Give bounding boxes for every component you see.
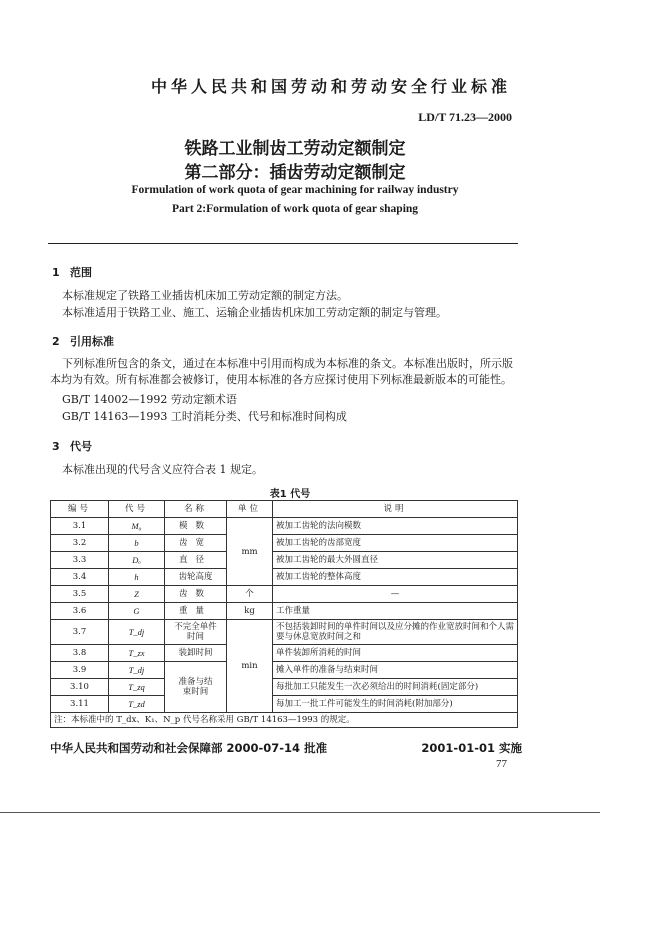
row-symbol: T_dj	[109, 662, 165, 679]
header-name: 名称	[165, 501, 227, 518]
section-2-para-1: 下列标准所包含的条文，通过在本标准中引用而构成为本标准的条文。本标准出版时，所示版本均为有效。所有标准都会被修订，使用本标准的各方应探讨使用下列标准最新版本的可能性。	[50, 357, 513, 386]
row-number: 3.10	[51, 679, 109, 696]
row-symbol: M₀	[109, 518, 165, 535]
table-row	[51, 645, 518, 662]
row-description: 被加工齿轮的法向模数	[273, 518, 518, 535]
table-row	[51, 696, 518, 713]
section-3-para-1: 本标准出现的代号含义应符合表 1 规定。	[62, 463, 263, 476]
header-unit: 单位	[227, 501, 273, 518]
row-description: 摊入单件的准备与结束时间	[273, 662, 518, 679]
row-number: 3.7	[51, 620, 109, 645]
section-2-heading	[52, 333, 114, 349]
table-row	[51, 586, 518, 603]
header-symbol: 代号	[109, 501, 165, 518]
section-1-para-1: 本标准规定了铁路工业插齿机床加工劳动定额的制定方法。	[62, 289, 348, 302]
row-number: 3.5	[51, 586, 109, 603]
row-unit-min: min	[227, 620, 273, 713]
table-row	[51, 679, 518, 696]
section-title: 代号	[70, 440, 92, 453]
row-number: 3.8	[51, 645, 109, 662]
standard-code: LD/T 71.23—2000	[418, 110, 512, 124]
header-number: 编号	[51, 501, 109, 518]
row-description: 每批加工只能发生一次必须给出的时间消耗(固定部分)	[273, 679, 518, 696]
row-number: 3.11	[51, 696, 109, 713]
header-description: 说明	[273, 501, 518, 518]
row-name: 装卸时间	[165, 645, 227, 662]
row-number: 3.6	[51, 603, 109, 620]
issuing-organization: 中华人民共和国劳动和劳动安全行业标准	[150, 77, 511, 96]
table-note-row	[51, 713, 518, 728]
row-name: 齿轮高度	[165, 569, 227, 586]
row-description: 工作重量	[273, 603, 518, 620]
row-unit-mm: mm	[227, 518, 273, 586]
table-row	[51, 662, 518, 679]
table-row	[51, 535, 518, 552]
row-symbol: T_zd	[109, 696, 165, 713]
section-number: 3	[52, 440, 60, 453]
section-title: 引用标准	[70, 335, 114, 348]
row-number: 3.4	[51, 569, 109, 586]
title-zh-line2: 第二部分：插齿劳动定额制定	[184, 163, 406, 183]
row-symbol: Z	[109, 586, 165, 603]
row-description: 单件装卸所消耗的时间	[273, 645, 518, 662]
table-note: 注：本标准中的 T_dx、K₁、N_p 代号名称采用 GB/T 14163—1993 的规定。	[51, 713, 518, 728]
row-description: 不包括装卸时间的单件时间以及应分摊的作业宽放时间和个人需要与休息宽放时间之和	[273, 620, 518, 645]
section-2-ref-1: GB/T 14002—1992 劳动定额术语	[62, 393, 237, 406]
row-description: 被加工齿轮的最大外圆直径	[273, 552, 518, 569]
row-description: 每加工一批工件可能发生的时间消耗(附加部分)	[273, 696, 518, 713]
row-unit: 个	[227, 586, 273, 603]
row-name: 模数	[165, 518, 227, 535]
table-header-row	[51, 501, 518, 518]
section-3-heading	[52, 438, 92, 454]
row-symbol: T_dj	[109, 620, 165, 645]
section-number: 2	[52, 335, 60, 348]
title-en-line2: Part 2:Formulation of work quota of gear shaping	[171, 203, 419, 215]
row-number: 3.9	[51, 662, 109, 679]
table-caption: 表1 代号	[269, 489, 311, 500]
table-row	[51, 569, 518, 586]
row-symbol: T_zx	[109, 645, 165, 662]
row-symbol: T_zq	[109, 679, 165, 696]
table-row	[51, 518, 518, 535]
row-description: 被加工齿轮的整体高度	[273, 569, 518, 586]
row-number: 3.1	[51, 518, 109, 535]
row-symbol: h	[109, 569, 165, 586]
footer-divider	[0, 812, 600, 813]
section-number: 1	[52, 266, 60, 279]
row-description: 被加工齿轮的齿部宽度	[273, 535, 518, 552]
row-name: 重量	[165, 603, 227, 620]
row-name-prep: 准备与结束时间	[165, 662, 227, 713]
row-name: 齿宽	[165, 535, 227, 552]
table-row	[51, 620, 518, 645]
title-rule	[48, 243, 518, 244]
row-symbol: b	[109, 535, 165, 552]
row-name: 不完全单件时间	[165, 620, 227, 645]
row-description: —	[273, 586, 518, 603]
row-name: 直径	[165, 552, 227, 569]
section-2-ref-2: GB/T 14163—1993 工时消耗分类、代号和标准时间构成	[62, 410, 347, 423]
page-number: 77	[496, 758, 507, 770]
section-1-heading	[52, 264, 92, 280]
title-en-line1: Formulation of work quota of gear machining for railway industry	[131, 184, 459, 196]
row-number: 3.3	[51, 552, 109, 569]
codes-table	[50, 500, 518, 728]
row-number: 3.2	[51, 535, 109, 552]
row-symbol: G	[109, 603, 165, 620]
row-symbol: Dₐ	[109, 552, 165, 569]
section-1-para-2: 本标准适用于铁路工业、施工、运输企业插齿机床加工劳动定额的制定与管理。	[62, 306, 447, 319]
row-name: 齿数	[165, 586, 227, 603]
implementation-date: 2001-01-01 实施	[421, 741, 522, 755]
table-row	[51, 603, 518, 620]
table-row	[51, 552, 518, 569]
section-title: 范围	[70, 266, 92, 279]
row-unit: kg	[227, 603, 273, 620]
approval-line: 中华人民共和国劳动和社会保障部 2000-07-14 批准	[50, 741, 328, 755]
title-zh-line1: 铁路工业制齿工劳动定额制定	[184, 139, 406, 159]
